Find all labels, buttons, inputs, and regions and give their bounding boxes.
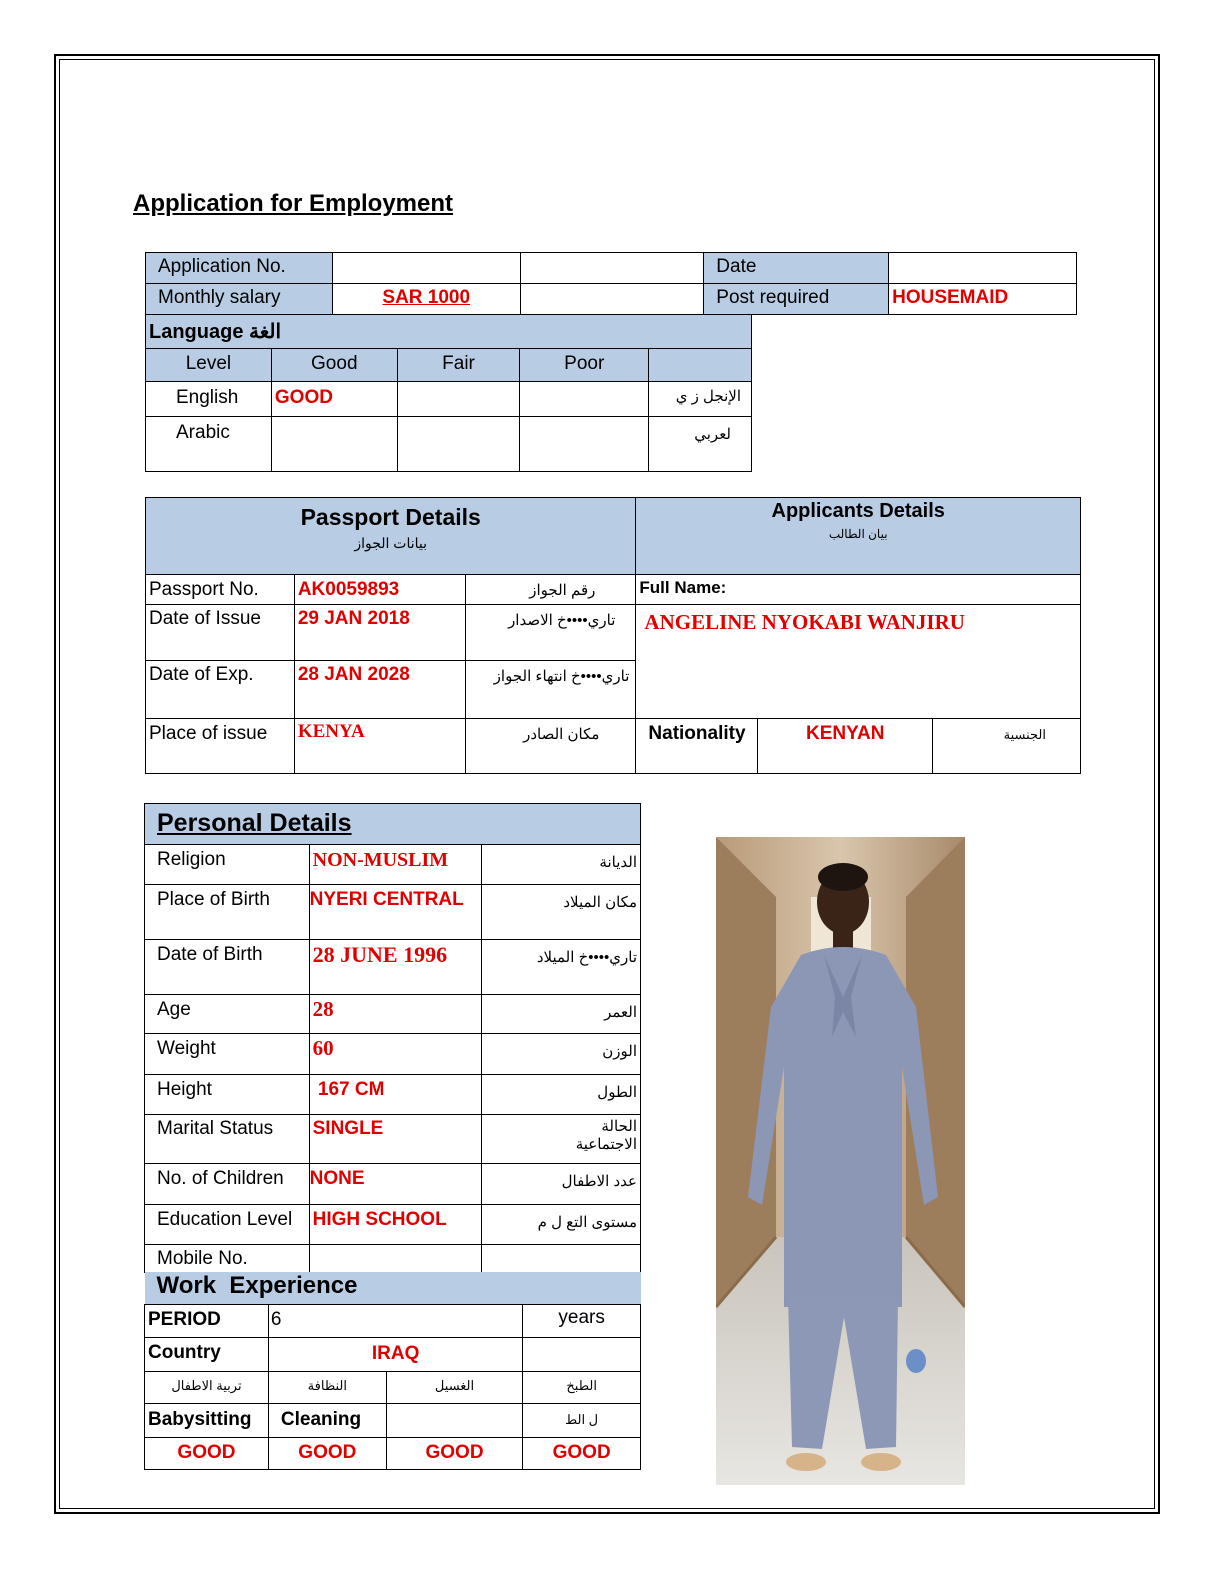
personal-arabic: مكان الميلاد	[482, 885, 641, 940]
personal-value: 28	[309, 995, 482, 1034]
nationality-label: Nationality	[636, 719, 758, 774]
skill-rating: GOOD	[145, 1437, 269, 1469]
personal-arabic: عدد الاطفال	[482, 1164, 641, 1205]
personal-arabic: الحالة الاجتماعية	[482, 1115, 641, 1164]
monthly-salary-value: SAR 1000	[382, 287, 471, 308]
language-poor	[520, 382, 649, 417]
skill-rating: GOOD	[268, 1437, 386, 1469]
personal-label: Weight	[145, 1034, 310, 1075]
passport-title: Passport Details	[300, 504, 481, 530]
date-exp-value: 28 JAN 2028	[294, 661, 465, 719]
date-value	[889, 253, 1077, 284]
personal-value: HIGH SCHOOL	[309, 1205, 482, 1245]
personal-arabic	[482, 1245, 641, 1273]
passport-no-label: Passport No.	[146, 575, 295, 605]
country-value: IRAQ	[268, 1337, 522, 1371]
language-col-poor: Poor	[520, 349, 649, 382]
skill-rating: GOOD	[386, 1437, 523, 1469]
personal-value	[309, 1245, 482, 1273]
period-label: PERIOD	[145, 1304, 269, 1337]
language-fair	[397, 417, 520, 472]
passport-header	[146, 498, 636, 575]
personal-value: 28 JUNE 1996	[309, 940, 482, 995]
personal-arabic: الطول	[482, 1075, 641, 1115]
language-poor	[520, 417, 649, 472]
place-issue-value: KENYA	[294, 719, 465, 774]
personal-value: NYERI CENTRAL	[309, 885, 482, 940]
date-exp-label: Date of Exp.	[146, 661, 295, 719]
skill-english: ل الط	[523, 1403, 641, 1437]
personal-table	[144, 803, 641, 1273]
personal-value: NONE	[309, 1164, 482, 1205]
date-issue-value: 29 JAN 2018	[294, 605, 465, 661]
date-issue-ar: تاري••••خ الاصدار	[465, 605, 636, 661]
language-col-level: Level	[146, 349, 272, 382]
personal-value: NON-MUSLIM	[309, 845, 482, 885]
language-good: GOOD	[271, 382, 397, 417]
language-col-good: Good	[271, 349, 397, 382]
personal-label: Religion	[145, 845, 310, 885]
country-label: Country	[145, 1337, 269, 1371]
personal-value: SINGLE	[309, 1115, 482, 1164]
applicant-photo	[716, 837, 965, 1485]
post-required-label: Post required	[704, 284, 889, 315]
date-exp-ar: تاري••••خ انتهاء الجواز	[465, 661, 636, 719]
nationality-value: KENYAN	[758, 719, 933, 774]
language-table	[145, 314, 752, 472]
personal-label: Date of Birth	[145, 940, 310, 995]
full-name-label: Full Name:	[636, 575, 1081, 605]
passport-applicant-table	[145, 497, 1081, 774]
personal-label: Mobile No.	[145, 1245, 310, 1273]
skill-arabic: النظافة	[268, 1371, 386, 1403]
page-title: Application for Employment	[133, 190, 454, 217]
language-title: Language الغة	[146, 315, 752, 349]
empty-cell	[520, 284, 704, 315]
personal-label: Marital Status	[145, 1115, 310, 1164]
personal-arabic: العمر	[482, 995, 641, 1034]
work-table	[144, 1272, 641, 1470]
personal-label: Height	[145, 1075, 310, 1115]
full-name-value: ANGELINE NYOKABI WANJIRU	[636, 605, 1081, 719]
applicant-title-ar: بيان الطالب	[828, 527, 888, 541]
passport-no-value: AK0059893	[294, 575, 465, 605]
date-issue-label: Date of Issue	[146, 605, 295, 661]
language-name: English	[146, 382, 272, 417]
language-good	[271, 417, 397, 472]
applicant-title: Applicants Details	[771, 500, 945, 522]
personal-value: 167 CM	[309, 1075, 482, 1115]
personal-value: 60	[309, 1034, 482, 1075]
skill-arabic: الطبخ	[523, 1371, 641, 1403]
work-title: Work Experience	[145, 1272, 641, 1304]
language-arabic: الإنجل ز ي	[649, 382, 752, 417]
personal-arabic: تاري••••خ الميلاد	[482, 940, 641, 995]
skill-rating: GOOD	[523, 1437, 641, 1469]
personal-label: Age	[145, 995, 310, 1034]
personal-label: Education Level	[145, 1205, 310, 1245]
applicant-header	[636, 498, 1081, 575]
nationality-ar: الجنسية	[933, 719, 1081, 774]
date-label: Date	[704, 253, 889, 284]
personal-label: No. of Children	[145, 1164, 310, 1205]
empty-cell	[523, 1337, 641, 1371]
header-table	[145, 252, 1077, 315]
skill-arabic: تربية الاطفال	[145, 1371, 269, 1403]
personal-title: Personal Details	[145, 804, 641, 845]
place-issue-label: Place of issue	[146, 719, 295, 774]
language-col-fair: Fair	[397, 349, 520, 382]
skill-english: Cleaning	[268, 1403, 386, 1437]
skill-english	[386, 1403, 523, 1437]
passport-no-ar: رقم الجواز	[465, 575, 636, 605]
post-required-value: HOUSEMAID	[889, 284, 1077, 315]
period-value: 6	[268, 1304, 522, 1337]
language-arabic: لعربي	[649, 417, 752, 472]
language-col-blank	[649, 349, 752, 382]
personal-arabic: الديانة	[482, 845, 641, 885]
passport-title-ar: بيانات الجواز	[354, 535, 428, 551]
application-no-label: Application No.	[146, 253, 333, 284]
personal-arabic: مستوى التع ل م	[482, 1205, 641, 1245]
personal-label: Place of Birth	[145, 885, 310, 940]
monthly-salary-label: Monthly salary	[146, 284, 333, 315]
period-unit: years	[523, 1304, 641, 1337]
skill-arabic: الغسيل	[386, 1371, 523, 1403]
place-issue-ar: مكان الصادر	[465, 719, 636, 774]
application-no-value	[332, 253, 520, 284]
monthly-salary-cell	[332, 284, 520, 315]
empty-cell	[520, 253, 704, 284]
language-name: Arabic	[146, 417, 272, 472]
personal-arabic: الوزن	[482, 1034, 641, 1075]
language-fair	[397, 382, 520, 417]
skill-english: Babysitting	[145, 1403, 269, 1437]
